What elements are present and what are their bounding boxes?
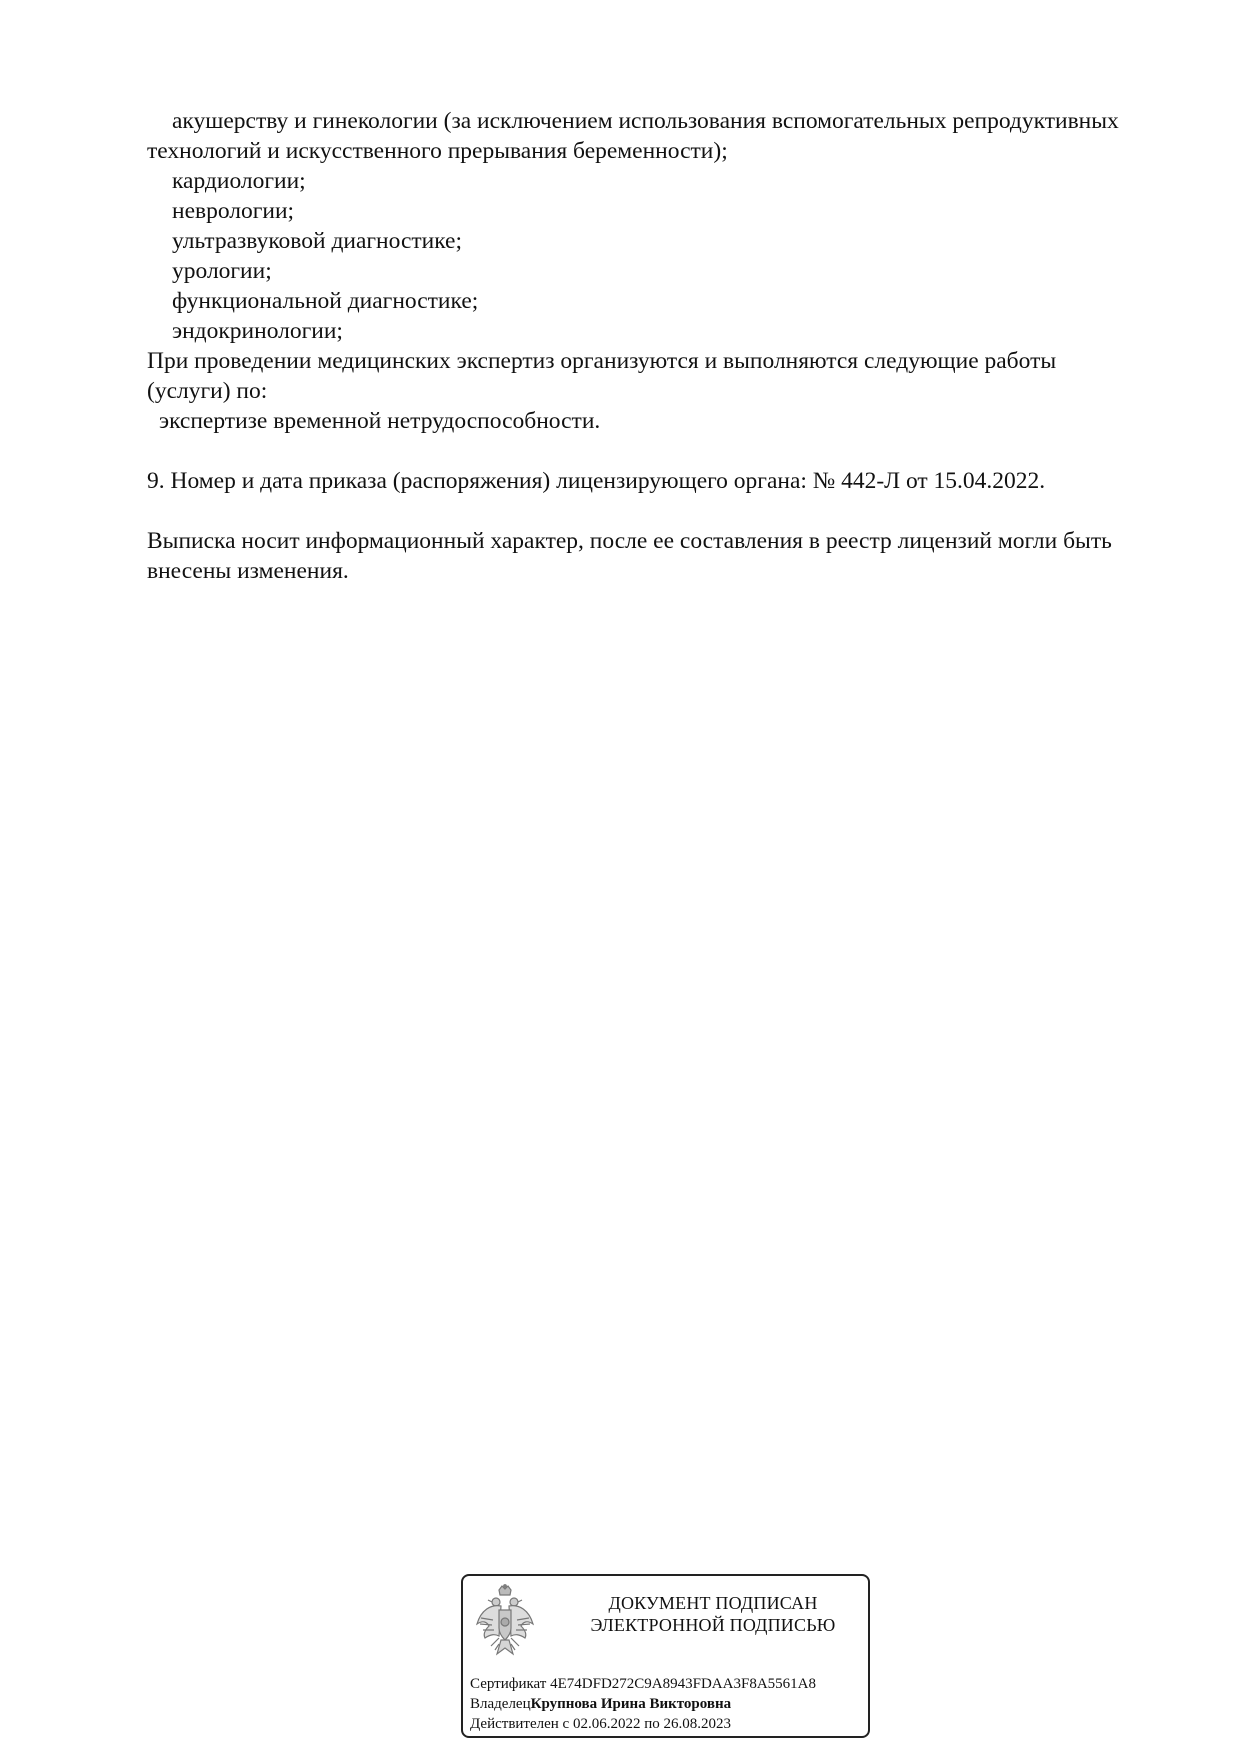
list-item: урологии; [172, 258, 272, 284]
paragraph-line: При проведении медицинских экспертиз организуются и выполняются следующие работы [147, 348, 1057, 374]
owner-label: Владелец [470, 1696, 531, 1712]
owner-name: Крупнова Ирина Викторовна [530, 1696, 732, 1712]
stamp-details [470, 1674, 870, 1734]
disclaimer-line: Выписка носит информационный характер, после ее составления в реестр лицензий могли быть [147, 528, 1112, 554]
list-item: ультразвуковой диагностике; [172, 228, 463, 254]
certificate-row [470, 1674, 870, 1694]
list-item: неврологии; [172, 198, 295, 224]
document-body [147, 106, 1187, 586]
certificate-value: 4E74DFD272C9A8943FDAA3F8A5561A8 [550, 1676, 816, 1692]
list-item: экспертизе временной нетрудоспособности. [159, 408, 601, 434]
disclaimer-line: внесены изменения. [147, 558, 349, 584]
list-item: функциональной диагностике; [172, 288, 479, 314]
order-number-line: 9. Номер и дата приказа (распоряжения) лицензирующего органа: № 442-Л от 15.04.2022. [147, 468, 1046, 494]
paragraph-line: (услуги) по: [147, 378, 268, 404]
list-item: эндокринологии; [172, 318, 343, 344]
validity-row: Действителен с 02.06.2022 по 26.08.2023 [470, 1716, 731, 1732]
electronic-signature-stamp [461, 1574, 870, 1738]
stamp-title [563, 1592, 863, 1636]
owner-row [470, 1694, 870, 1714]
certificate-label: Сертификат [470, 1676, 547, 1692]
spacer [147, 436, 1187, 466]
spacer [147, 496, 1187, 526]
list-item-continuation: технологий и искусственного прерывания беременности); [147, 138, 728, 164]
list-item: кардиологии; [172, 168, 306, 194]
list-item: акушерству и гинекологии (за исключением использования вспомогательных репродуктивных [172, 108, 1119, 134]
stamp-title-line: ЭЛЕКТРОННОЙ ПОДПИСЬЮ [590, 1615, 836, 1635]
stamp-title-line: ДОКУМЕНТ ПОДПИСАН [608, 1593, 818, 1613]
coat-of-arms-icon [473, 1584, 537, 1664]
